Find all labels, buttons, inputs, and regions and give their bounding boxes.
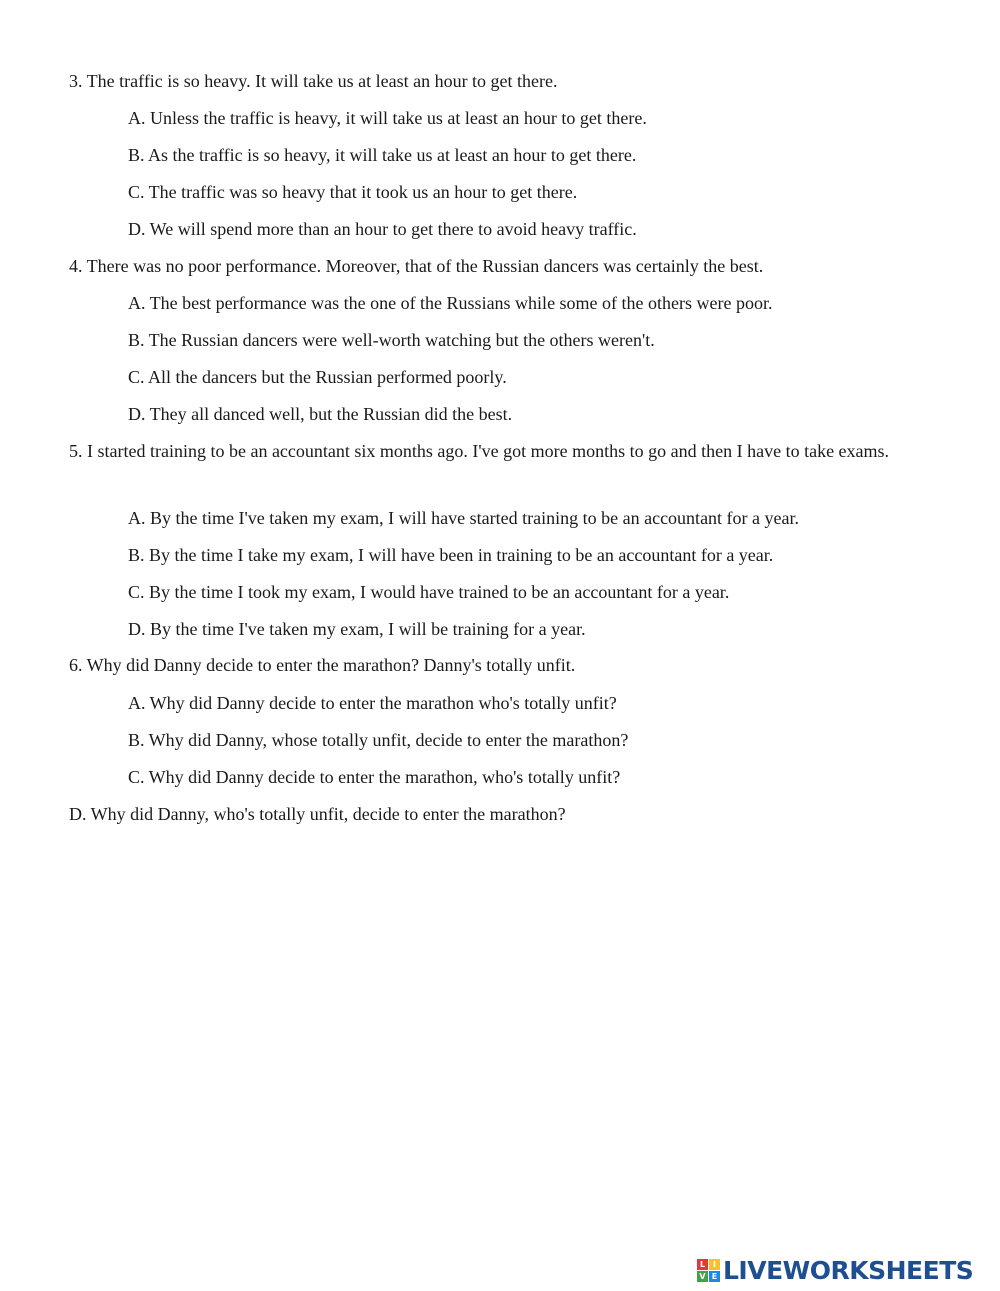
logo-letter-v: V: [697, 1271, 708, 1282]
question-5-option-c: C. By the time I took my exam, I would have trained to be an accountant for a year.: [128, 582, 730, 602]
question-4-option-d: D. They all danced well, but the Russian did the best.: [128, 404, 513, 424]
question-6-option-a: A. Why did Danny decide to enter the marathon who's totally unfit?: [128, 693, 617, 713]
question-5-option-a: A. By the time I've taken my exam, I will have started training to be an accountant for a year.: [128, 508, 800, 528]
question-3-option-a: A. Unless the traffic is heavy, it will take us at least an hour to get there.: [128, 108, 647, 128]
question-6-option-b: B. Why did Danny, whose totally unfit, decide to enter the marathon?: [128, 730, 629, 750]
question-6-stem: 6. Why did Danny decide to enter the marathon? Danny's totally unfit.: [69, 655, 576, 675]
question-5-option-b: B. By the time I take my exam, I will have been in training to be an accountant for a year.: [128, 545, 774, 565]
question-4-option-c: C. All the dancers but the Russian performed poorly.: [128, 367, 507, 387]
liveworksheets-logo: [697, 1256, 973, 1284]
question-5-stem: 5. I started training to be an accountant six months ago. I've got more months to go and then I have to take exams.: [69, 441, 890, 461]
logo-letter-i: I: [709, 1259, 720, 1270]
question-4-option-b: B. The Russian dancers were well-worth watching but the others weren't.: [128, 330, 655, 350]
question-3-option-b: B. As the traffic is so heavy, it will take us at least an hour to get there.: [128, 145, 637, 165]
question-5-option-d: D. By the time I've taken my exam, I will be training for a year.: [128, 619, 586, 639]
logo-squares-icon: [697, 1259, 720, 1282]
question-3-stem: 3. The traffic is so heavy. It will take us at least an hour to get there.: [69, 71, 558, 91]
question-4-stem: 4. There was no poor performance. Moreover, that of the Russian dancers was certainly the best.: [69, 256, 764, 276]
brand-name: LIVEWORKSHEETS: [723, 1255, 974, 1285]
logo-letter-e: E: [709, 1271, 720, 1282]
question-3-option-d: D. We will spend more than an hour to get there to avoid heavy traffic.: [128, 219, 637, 239]
question-4-option-a: A. The best performance was the one of the Russians while some of the others were poor.: [128, 293, 773, 313]
question-3-option-c: C. The traffic was so heavy that it took us an hour to get there.: [128, 182, 578, 202]
question-6-option-d: D. Why did Danny, who's totally unfit, decide to enter the marathon?: [69, 804, 566, 824]
logo-letter-l: L: [697, 1259, 708, 1270]
question-6-option-c: C. Why did Danny decide to enter the marathon, who's totally unfit?: [128, 767, 621, 787]
